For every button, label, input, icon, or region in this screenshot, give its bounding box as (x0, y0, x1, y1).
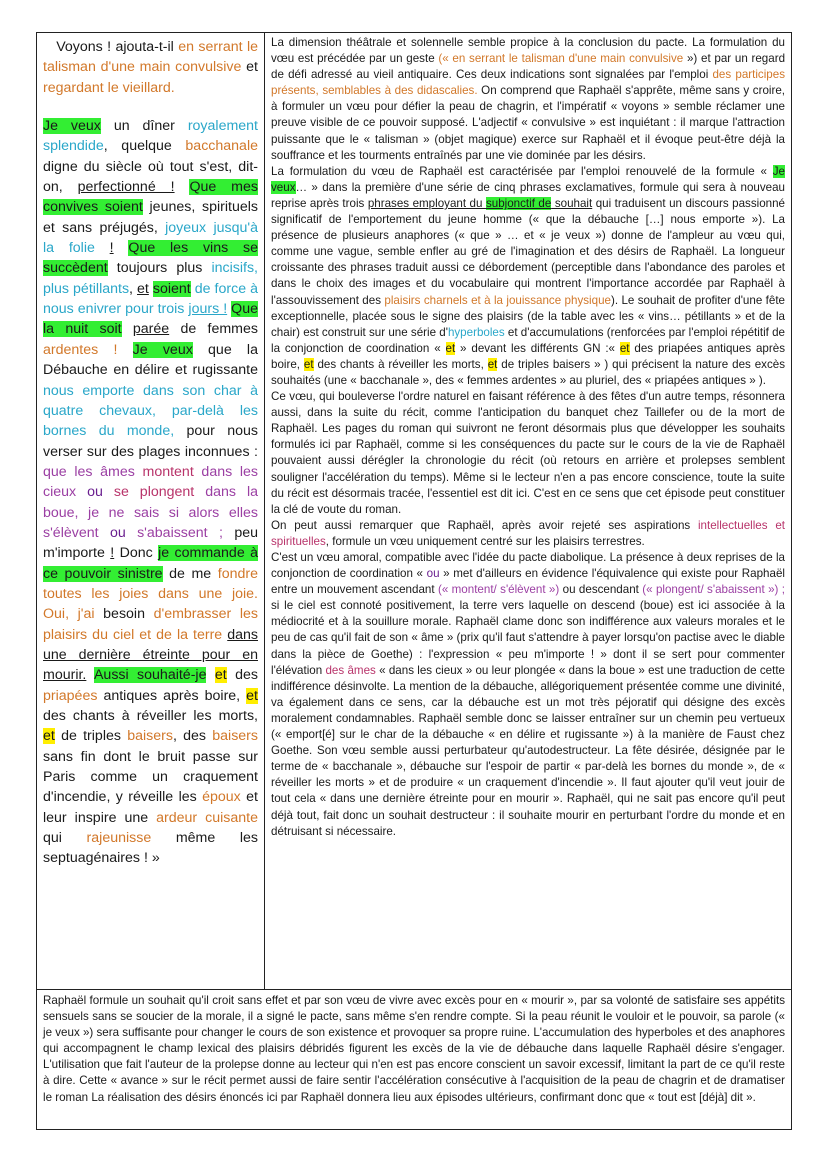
analysis-text: Je veux (271, 164, 785, 194)
analysis-paragraph-1 (271, 35, 785, 164)
analysis-text: des participes présents, semblables à des didascalies. (271, 68, 785, 98)
analysis-text: et (445, 341, 456, 355)
analysis-text: » met d'ailleurs en évidence l'équivalence qui existe pour Raphaël entre un mouvement ascendant (271, 567, 785, 597)
quote-segment: , quelque (103, 138, 186, 155)
quote-gesture: en serrant le talisman d'une main convulsive (43, 39, 259, 76)
analysis-text: On peut aussi remarquer que Raphaël, après avoir rejeté ses aspirations (271, 518, 698, 532)
analysis-text: subjonctif de (485, 196, 552, 210)
analysis-text: des chants à réveiller les morts, (313, 357, 488, 371)
quote-segment: des chants à réveiller les morts, (43, 708, 258, 724)
quote-segment: Que mes convives soient (43, 179, 258, 216)
quote-segment: un dîner (100, 118, 188, 135)
quote-segment: de femmes (169, 321, 258, 338)
quote-segment: se plongent (102, 484, 195, 501)
analysis-text: si le ciel est connoté positivement, la terre vers laquelle on descend (boue) est ici associée à la médiocrité et à la souillure morale. Raphaël clame donc son indifférence aux valeurs morales et le peu de cas qu'il fait de son « âme » (prix qu'il faut s'attendre à payer lorsqu'on pactise avec le diable dans la pièce de Goethe) : l'expression « peu m'importe ! » dont il se sert pour commenter l'élévation (271, 599, 785, 677)
quote-segment: et (246, 687, 258, 704)
quote-segment: que la Débauche en délire et rugissante (43, 341, 258, 379)
quote-segment: Aussi souhaité-je (93, 667, 207, 684)
analysis-column (265, 33, 791, 989)
quote-segment: jeunes, spirituels et sans préjugés, (43, 199, 258, 236)
analysis-text: intellectuelles et spirituelles (271, 518, 785, 548)
analysis-text: , formule un vœu uniquement centré sur les plaisirs terrestres. (325, 534, 645, 548)
quote-segment: joyeux jusqu'à la folie (43, 219, 258, 257)
conclusion-box (36, 990, 792, 1130)
analysis-paragraph-5 (271, 550, 785, 840)
quote-segment: Je veux (132, 341, 193, 358)
analysis-text: de triples baisers » ) qui précisent la nature des excès souhaités (une « bacchanale », des « femmes ardentes » au pluriel, des « priapées antiques » ). (271, 357, 785, 387)
quote-segment: dans la boue, je ne sais si alors elles s'élèvent (43, 484, 258, 541)
analysis-text: ). Le souhait de profiter d'une fête exceptionnelle, placée sous le signe des plaisirs (de la table avec les « vins… pétillants » et de la chair) est construit sur une série d' (271, 293, 785, 339)
quote-segment: incisifs, plus pétillants (43, 260, 258, 297)
analysis-text: (« montent/ s'élèvent ») (437, 583, 563, 597)
quote-segment: même les septuagénaires ! » (43, 830, 258, 867)
quote-segment: baisers (127, 728, 173, 745)
quote-segment: bacchanale (185, 138, 258, 155)
quote-segment: de triples (54, 728, 128, 745)
analysis-text: hyperboles (447, 325, 505, 339)
analysis-text: » devant les différents GN :« (455, 341, 620, 355)
analysis-paragraph-2 (271, 164, 785, 389)
quote-segment: et (137, 280, 149, 297)
analysis-paragraph-3: Ce vœu, qui bouleverse l'ordre naturel en faisant référence à des fêtes d'un autre temps, résonnera aussi, dans la suite du récit, comme l'anticipation du banquet chez Taillefer ou de la mort de Raphaël. Les pages du roman qui suivront ne feront désormais plus que développer les souhaits formulés ici par Raphaël, comme si les conséquences du pacte sur le cours de la vie de Raphaël pouvaient aussi dérégler la chronologie du récit (où retours en arrière et prolepses semblent souligner l'accélération du temps). Même si le lecteur n'en a pas encore conscience, toute la suite du récit est désormais tracée, l'essentiel est dit ici. C'est en ce sens que cet épisode peut constituer la clé de voute du roman. (271, 390, 785, 516)
quote-intro (43, 37, 258, 98)
quote-segment: digne du siècle où tout s'est, dit-on, (43, 158, 258, 196)
quote-segment (175, 179, 190, 195)
quote-segment: époux (202, 789, 241, 806)
document-page (36, 32, 792, 1130)
quote-segment (117, 342, 132, 358)
analysis-text: La formulation du vœu de Raphaël est caractérisée par l'emploi renouvelé de la formule « (271, 164, 773, 178)
quote-segment: , des (172, 728, 213, 745)
quote-segment: et (43, 728, 55, 745)
quote-intro-text-2: et (241, 59, 258, 76)
quote-segment: ou (87, 484, 103, 501)
analysis-text: « dans les cieux » ou leur plongée « dans la boue » est une traduction de cette indifférence désinvolte. La mention de la débauche, allégoriquement présentée comme une divinité, va également dans ce sens, car la débauche est un mot très péjoratif qui désigne des excès moralement condamnables. Raphaël semble donc se laisser entraîner sur un chemin peu vertueux (« emport[é] sur le char de la débauche « en délire et rugissante ») à la manière de Faust chez Goethe. Son vœu semble aussi perturbateur qu'autodestructeur. La fête désirée, désignée par le terme de « bacchanale », débauche sur l'espoir de partir « par-delà les bornes du monde », de « réveiller les morts » et de produire « un craquement d'incendie ». Il faut ajouter qu'il veut jouir de tout cela « dans une dernière étreinte pour en mourir ». Raphaël, qui ne sait pas encore qu'il peut déjà tout, fait donc un souhait destructeur : il souhaite mourir en perturbant l'ordre du monde et en détruisant si nécessaire. (271, 663, 785, 838)
quote-segment: nous emporte dans son char à quatre chevaux, par-delà les bornes du monde, (43, 382, 258, 440)
quote-body (43, 116, 258, 869)
quote-segment: de force à nous enivrer pour trois (43, 280, 258, 318)
quote-segment: parée (132, 321, 170, 338)
quote-segment: jours ! (188, 301, 228, 318)
quote-segment (114, 240, 129, 256)
quote-segment: dans une dernière étreinte pour en mourir. (43, 626, 258, 684)
quote-segment: besoin (94, 606, 154, 623)
analysis-text: et (303, 357, 314, 371)
analysis-text: ») et par un regard de défi adressé au vieil antiquaire. Ces deux indications sont signalées par l'emploi (271, 52, 786, 82)
quote-segment (86, 667, 94, 683)
quote-segment: Donc (114, 545, 159, 562)
analysis-text: ou (426, 567, 440, 581)
quote-segment: Je veux (43, 118, 101, 135)
quote-segment: ! (110, 545, 115, 562)
analysis-text: ou descendant (562, 583, 643, 597)
analysis-paragraph-4 (271, 518, 785, 550)
conclusion-paragraph: Raphaël formule un souhait qu'il croit sans effet et par son vœu de vivre avec excès pour en « mourir », par sa volonté de satisfaire ses appétits sensuels sans se soucier de la morale, il a signé le pacte, sans même s'en rendre compte. Si la peau réunit le vouloir et le pouvoir, sa parole (« je veux ») sera suffisante pour changer le cours de son existence et provoquer sa propre ruine. L'accumulation des hyperboles et des anaphores qui accompagnent le champ lexical des plaisirs débridés figurent les excès de la vie de débauche dans laquelle Raphaël désire s'engager. L'utilisation que fait l'auteur de la prolepse donne au lecteur qui n'en est pas encore conscient un savoir excessif, limitant la part de ce qu'il reste à dire. Cette « avance » sur le récit permet aussi de faire sentir l'accélération consécutive à l'acquisition de la peau de chagrin et de dramatiser le roman La réalisation des désirs énoncés ici par Raphaël donnera lieu aux épisodes ultérieurs, confirmant donc que « tout est [déjà] dit ». (43, 994, 785, 1104)
analysis-text: et d'accumulations (renforcées par l'emploi répétitif de la conjonction de coordination « (271, 325, 785, 355)
quote-segment: priapées (43, 687, 98, 704)
quote-segment (206, 667, 214, 683)
quote-segment: dans les cieux (43, 463, 258, 501)
quote-segment: pour nous verser sur des plages inconnues : (43, 423, 258, 460)
quote-segment: et (214, 667, 227, 684)
quote-segment: soient (152, 280, 191, 297)
quote-segment: , (129, 280, 138, 297)
quote-segment: ou (109, 524, 126, 541)
quote-segment: royalement splendide (43, 118, 258, 155)
analysis-text: La dimension théâtrale et solennelle semble propice à la conclusion du pacte. La formulation du vœu est précédée par un geste (271, 36, 785, 66)
quote-segment: fondre toutes les joies dans une joie. Oui, j'ai (43, 565, 258, 623)
quote-segment: sans fin dont le bruit passe sur Paris comme un craquement d'incendie, y réveille les (43, 748, 258, 806)
analysis-text: … » dans la première d'une série de cinq phrases exclamatives, formule qui sera à nouveau reprise après trois (271, 180, 785, 210)
quote-segment: montent (142, 463, 194, 480)
analysis-text: et (619, 341, 630, 355)
analysis-text: qui traduisent un discours passionné significatif de l'emportement du jeune homme (« que la débauche […] nous emporte »). La présence de plusieurs anaphores (« que » … et « je veux ») donne de l'ampleur au vœu qui, comme une vague, semble enfler au gré de l'imagination et des désirs de Raphaël. La longueur croissante des phrases traduit aussi ce débordement (perceptible dans l'abondance des paroles et dans le choix des images et du vocabulaire qui montrent l'importance accordée par Raphaël à l'assouvissement des (271, 196, 785, 307)
quote-segment (135, 464, 143, 480)
quote-segment: toujours plus (107, 260, 212, 277)
analysis-text: des priapées antiques après boire, (271, 341, 785, 371)
quote-segment: ! (109, 240, 114, 257)
analysis-text: et (487, 357, 498, 371)
quote-intro-text: Voyons ! ajouta-t-il (56, 39, 179, 55)
quote-segment: Que la nuit soit (43, 301, 258, 338)
quote-segment: qui (43, 830, 87, 847)
quote-segment: antiques après boire, (97, 687, 247, 704)
two-column-table (36, 32, 792, 990)
quote-segment: ardeur cuisante (156, 809, 258, 826)
quote-segment: de me (162, 565, 218, 582)
analysis-text: (« en serrant le talisman d'une main convulsive (438, 52, 684, 66)
quote-segment (122, 321, 133, 337)
quote-segment: ardentes ! (43, 341, 118, 358)
analysis-text: des âmes (325, 663, 376, 677)
quote-segment: je commande à ce pouvoir sinistre (43, 545, 258, 582)
quote-segment: perfectionné ! (77, 179, 175, 196)
quote-segment: que les âmes (43, 463, 135, 480)
quote-column (37, 33, 265, 989)
analysis-text: C'est un vœu amoral, compatible avec l'idée du pacte diabolique. La présence à deux reprises de la conjonction de coordination « (271, 551, 785, 581)
analysis-text: plaisirs charnels et à la jouissance physique (384, 293, 611, 307)
quote-segment: Que les vins se succèdent (43, 240, 258, 277)
quote-segment: baisers (212, 728, 259, 745)
quote-segment: peu m'importe (43, 524, 258, 562)
quote-segment (95, 240, 110, 256)
analysis-text: (« plongent/ s'abaissent ») ; (642, 583, 785, 597)
analysis-text: On comprend que Raphaël s'apprête, même sans y croire, à formuler un vœu pour défier la peau de chagrin, et l'impératif « voyons » semble réclamer une preuve visible de ce pouvoir supposé. L'adjectif « convulsive » est inquiétant : il marque l'attraction puissante que le « talisman » (objet magique) exerce sur Raphaël et il évoque peut-être déjà la souffrance et les tourments entraînés par une vie dominée par les désirs. (271, 84, 786, 162)
analysis-text: phrases employant du (367, 196, 486, 210)
quote-segment: et leur inspire une (43, 789, 258, 826)
quote-regard: regardant le vieillard. (43, 79, 175, 96)
analysis-text: souhait (551, 196, 593, 210)
quote-segment: des (226, 667, 258, 684)
quote-segment: s'abaissent ; (125, 524, 223, 541)
quote-segment: d'embrasser les plaisirs du ciel et de la terre (43, 606, 258, 643)
quote-segment: rajeunisse (86, 830, 152, 847)
